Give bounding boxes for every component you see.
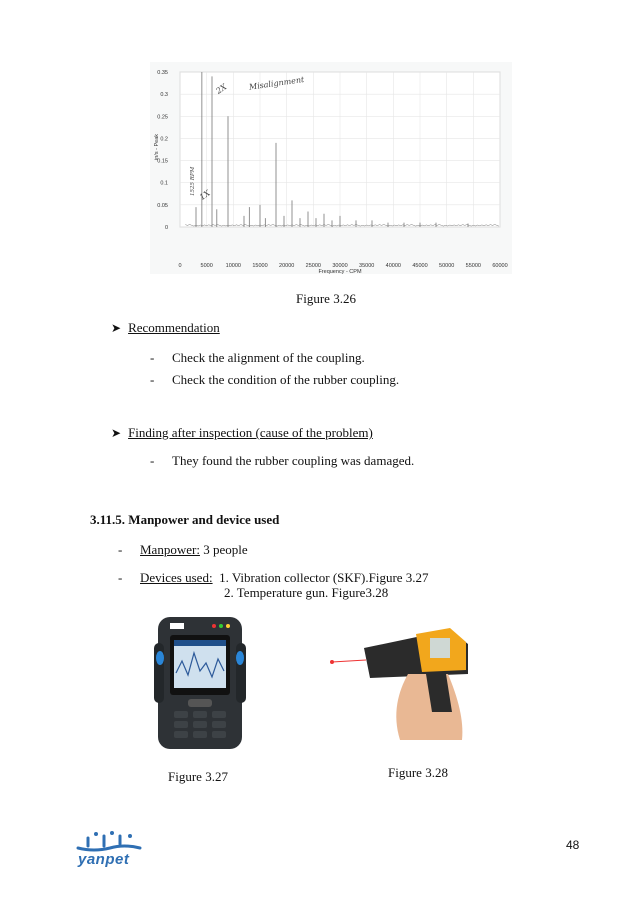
temperature-gun-drawing [330,622,472,742]
arrow-bullet-icon: ➤ [111,321,122,335]
y-axis-label: in/s - Peak [154,134,160,160]
bullet-dash: - [150,350,155,365]
y-tick-label: 0.15 [157,158,168,165]
recommendation-item-text: Check the condition of the rubber coupling. [172,372,400,387]
bullet-dash: - [150,372,155,387]
x-tick-label: 30000 [332,263,348,269]
manpower-value: 3 people [203,542,248,557]
laser-beam [332,660,366,662]
figure-327-caption: Figure 3.27 [168,769,228,784]
x-tick-label: 15000 [252,263,268,269]
y-tick-label: 0.3 [160,92,168,99]
recommendation-heading [111,320,220,336]
temperature-gun-image [330,622,472,742]
spectrum-chart-svg [150,62,512,274]
devices-line [118,570,429,586]
recommendation-heading-text: Recommendation [128,320,220,335]
x-tick-label: 20000 [279,263,295,269]
figure-326-caption: Figure 3.26 [296,291,356,306]
x-tick-label: 5000 [200,263,213,269]
device-2-line [224,585,388,601]
section-number: 3.11.5 [90,512,122,527]
arrow-bullet-icon: ➤ [111,426,122,440]
x-tick-label: 40000 [385,263,401,269]
section-title: Manpower and device used [128,512,280,527]
side-grip-icon [236,651,244,665]
x-tick-label: 10000 [225,263,241,269]
finding-heading-text: Finding after inspection (cause of the problem) [128,425,373,440]
manpower-line [118,542,248,558]
bullet-dash: - [150,453,155,468]
recommendation-item-text: Check the alignment of the coupling. [172,350,365,365]
device-screen [174,640,226,688]
figure-328-caption: Figure 3.28 [388,765,448,780]
section-heading: 3.11.5. Manpower and device used [90,512,280,527]
vibration-collector-drawing [152,613,248,753]
y-tick-label: 0.05 [157,202,168,209]
chart-annotation: 2X [214,82,229,96]
x-tick-label: 50000 [439,263,455,269]
x-tick-label: 25000 [305,263,321,269]
device-1-text: 1. Vibration collector (SKF).Figure 3.27 [219,570,429,585]
finding-item [150,453,414,469]
skf-badge [170,623,184,629]
x-tick-label: 55000 [465,263,481,269]
recommendation-item [150,350,365,366]
manpower-label: Manpower: [140,542,200,557]
recommendation-item [150,372,399,388]
x-tick-label: 0 [178,263,182,269]
chart-annotation: Misalignment [248,75,305,92]
y-tick-label: 0.35 [157,70,168,76]
x-tick-label: 35000 [359,263,375,269]
x-axis-label: Frequency - CPM [318,269,362,274]
bullet-dash: - [118,542,123,557]
x-tick-label: 60000 [492,263,508,269]
devices-label: Devices used: [140,570,213,585]
y-tick-label: 0.25 [157,114,168,121]
finding-item-text: They found the rubber coupling was damaged. [172,453,415,468]
bullet-dash: - [118,570,123,585]
x-tick-label: 45000 [412,263,428,269]
spectrum-chart [150,62,512,274]
y-tick-label: 0.1 [160,180,168,187]
chart-annotation: 1X [197,188,212,203]
device-2-text: 2. Temperature gun. Figure3.28 [224,585,389,600]
chart-annotation: 1525 RPM [189,166,196,196]
yanpet-logo-text: yanpet [78,851,130,868]
page-number: 48 [566,838,580,852]
vibration-collector-image [152,613,248,753]
y-tick-label: 0 [164,225,168,231]
y-tick-label: 0.2 [160,136,168,143]
finding-heading [111,425,373,441]
gun-display [430,638,450,658]
side-grip-icon [156,651,164,665]
